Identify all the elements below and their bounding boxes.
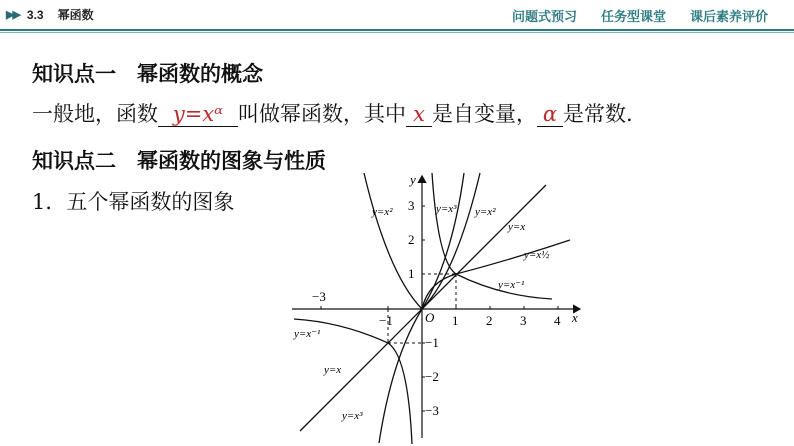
y-tick-1: 1 (408, 266, 415, 281)
label-y-xinv-right: y=x⁻¹ (498, 279, 525, 291)
heading-graph-properties: 知识点二 幂函数的图象与性质 (32, 149, 326, 173)
header-divider-thin (0, 32, 794, 33)
tab-classroom[interactable]: 任务型课堂 (600, 9, 666, 24)
item-five-graphs: 1．五个幂函数的图象 (32, 190, 235, 214)
x-tick-neg1: −1 (379, 313, 393, 328)
definition-line (32, 98, 633, 128)
def-suffix: 是常数. (563, 102, 633, 126)
x-tick-4: 4 (554, 313, 561, 328)
x-axis-label: x (572, 310, 578, 325)
label-y-x3-bottom: y=x³ (342, 410, 363, 422)
y-tick-neg1: −1 (425, 335, 439, 350)
double-arrow-icon: ▶▶ (6, 9, 19, 21)
label-y-x-left: y=x (324, 364, 342, 376)
section-title: 幂函数 (57, 8, 94, 22)
nav-tabs (512, 6, 768, 25)
y-tick-neg2: −2 (425, 369, 439, 384)
label-y-x3-top: y=x³ (436, 203, 457, 215)
breadcrumb (6, 6, 94, 23)
answer-blank-constant: α (537, 102, 563, 127)
label-y-x2-left: y=x² (372, 206, 393, 218)
tab-evaluation[interactable]: 课后素养评价 (689, 9, 768, 24)
heading-concept: 知识点一 幂函数的概念 (32, 62, 263, 86)
answer-blank-function: y=xᵅ (158, 102, 238, 127)
def-middle: 叫做幂函数，其中 (238, 102, 406, 126)
label-y-xhalf: y=x½ (524, 249, 550, 261)
x-tick-2: 2 (486, 313, 493, 328)
tab-preview[interactable]: 问题式预习 (511, 9, 577, 24)
origin-label: O (425, 310, 435, 325)
x-tick-1: 1 (452, 313, 459, 328)
section-number: 3.3 (26, 7, 44, 22)
x-tick-3: 3 (520, 313, 527, 328)
label-y-x2-top: y=x² (475, 206, 496, 218)
def-prefix: 一般地，函数 (32, 102, 158, 126)
y-tick-neg3: −3 (425, 403, 439, 418)
top-bar (0, 0, 794, 30)
answer-blank-variable: x (406, 102, 432, 127)
y-tick-3: 3 (408, 198, 415, 213)
y-tick-2: 2 (408, 232, 415, 247)
label-y-xinv-left: y=x⁻¹ (294, 328, 321, 340)
header-divider (0, 29, 794, 31)
x-tick-neg3: −3 (312, 289, 326, 304)
power-function-graph (280, 168, 600, 446)
def-middle2: 是自变量， (432, 102, 537, 126)
y-axis-label: y (410, 172, 416, 187)
label-y-x-right: y=x (508, 221, 526, 233)
